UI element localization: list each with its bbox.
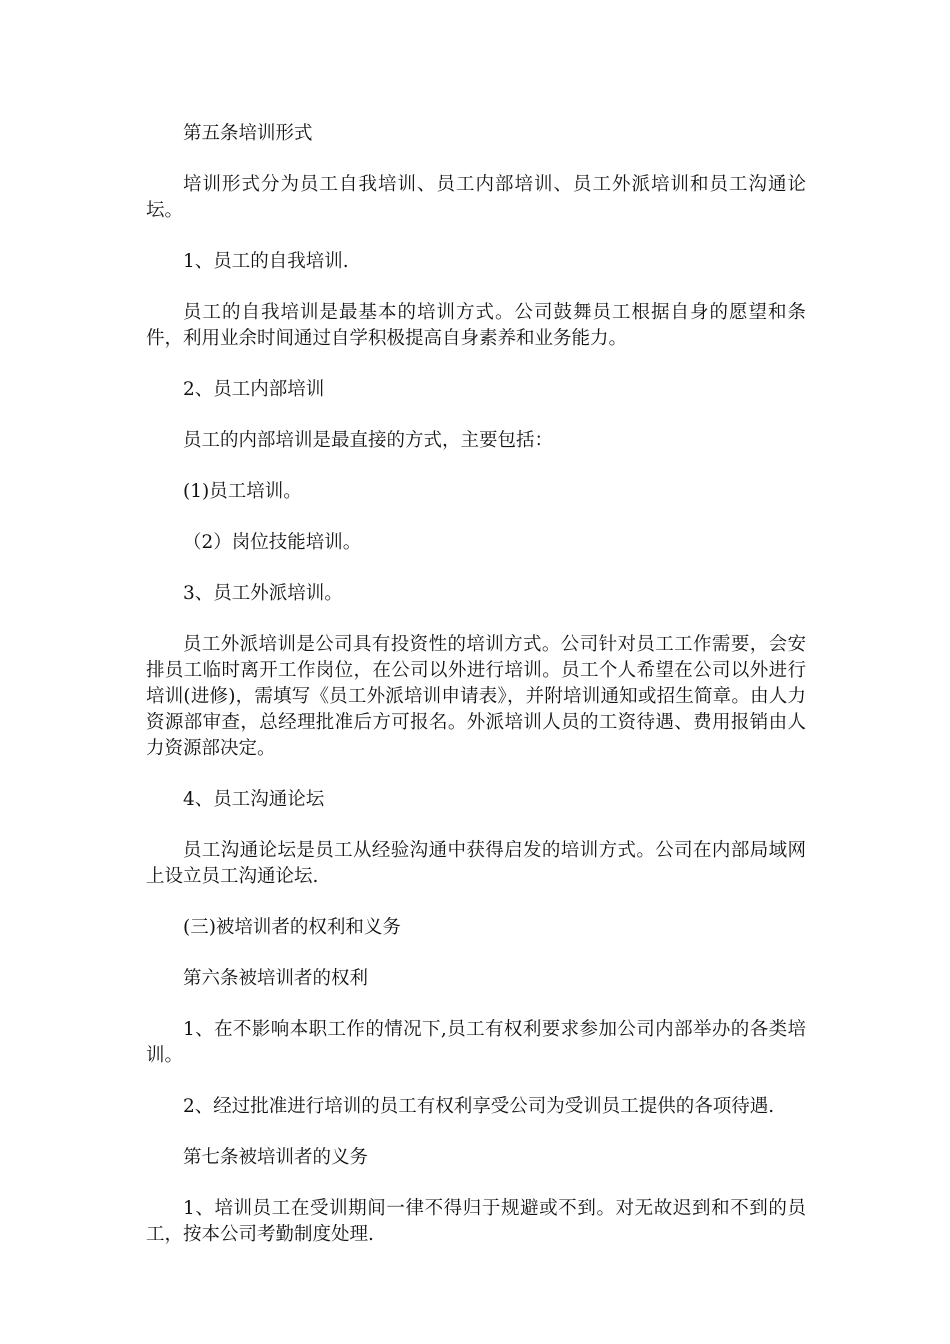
sub-list-item: （2）岗位技能培训。 bbox=[183, 532, 362, 553]
body-paragraph: 员工沟通论坛是员工从经验沟通中获得启发的培训方式。公司在内部局域网上设立员工沟通论坛. bbox=[146, 840, 806, 887]
article-heading: 第七条被培训者的义务 bbox=[183, 1147, 369, 1168]
body-paragraph: 员工的内部培训是最直接的方式，主要包括： bbox=[183, 430, 554, 451]
body-paragraph: 1、培训员工在受训期间一律不得归于规避或不到。对无故迟到和不到的员工，按本公司考勤制度处理. bbox=[146, 1198, 806, 1245]
document-body bbox=[146, 121, 806, 1273]
article-heading: 第五条培训形式 bbox=[183, 123, 313, 144]
article-heading: 第六条被培训者的权利 bbox=[183, 968, 369, 989]
sub-list-item: (1)员工培训。 bbox=[183, 481, 302, 502]
body-paragraph: 员工外派培训是公司具有投资性的培训方式。公司针对员工工作需要，会安排员工临时离开工作岗位，在公司以外进行培训。员工个人希望在公司以外进行培训(进修)，需填写《员工外派培训申请表》，并附培训通知或招生简章。由人力资源部审查，总经理批准后方可报名。外派培训人员的工资待遇、费用报销由人力资源部决定。 bbox=[146, 634, 806, 759]
list-item-heading: 1、员工的自我培训. bbox=[183, 251, 349, 272]
body-paragraph: 2、经过批准进行培训的员工有权利享受公司为受训员工提供的各项待遇. bbox=[183, 1096, 775, 1117]
section-heading: (三)被培训者的权利和义务 bbox=[183, 917, 401, 938]
list-item-heading: 3、员工外派培训。 bbox=[183, 583, 343, 604]
list-item-heading: 4、员工沟通论坛 bbox=[183, 789, 325, 810]
list-item-heading: 2、员工内部培训 bbox=[183, 379, 325, 400]
body-paragraph: 员工的自我培训是最基本的培训方式。公司鼓舞员工根据自身的愿望和条件，利用业余时间通过自学积极提高自身素养和业务能力。 bbox=[146, 302, 806, 349]
body-paragraph: 培训形式分为员工自我培训、员工内部培训、员工外派培训和员工沟通论坛。 bbox=[146, 174, 806, 221]
body-paragraph: 1、在不影响本职工作的情况下,员工有权利要求参加公司内部举办的各类培训。 bbox=[146, 1019, 806, 1066]
